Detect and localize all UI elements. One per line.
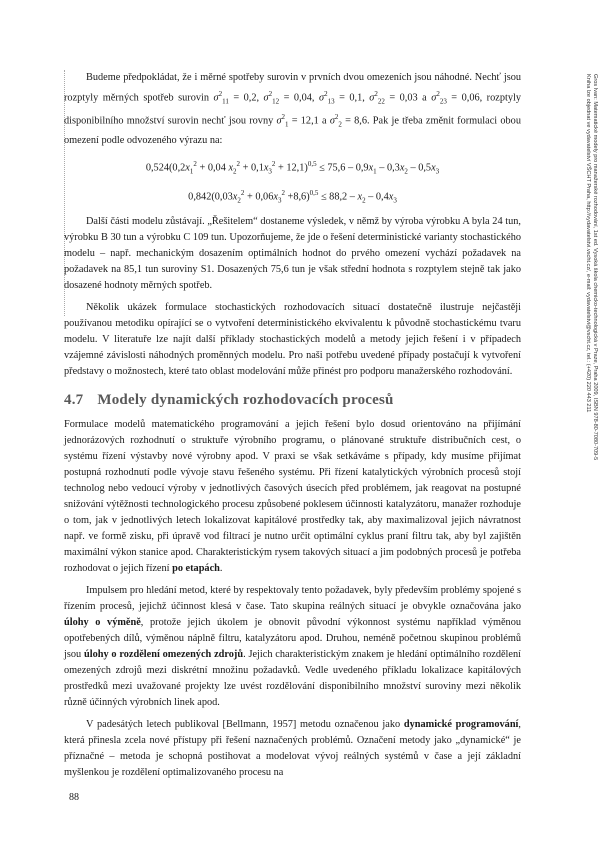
side-copyright-note xyxy=(584,74,598,460)
paragraph-dynamic-intro xyxy=(64,417,521,577)
side-note-line-1: Gros Ivan: Matematické modely pro manažerské rozhodování, 1st ed. Vysoká škola chemicko-technologická v Praze, Praha 2009, ISBN 978-80-7080-709-5 xyxy=(592,74,598,461)
paragraph-impulse-text-a: Impulsem pro hledání metod, které by respektovaly tento požadavek, byly především problémy spojené s řízením procesů, jejichž účinnost klesá v čase. Tato skupina reálných situací je obvykle označována jako xyxy=(64,584,521,612)
paragraph-impulse-text-d: . Jejich charakteristickým znakem je hledání optimálního rozdělení omezených zdrojů mezi diskrétní množinu požadavků. Vedle uvedeného příkladu lokalizace kapitálových prostředků mezi uvažované projekty lze uvést rozdělování disponibilního množství suroviny mezi několik různě účinných výrobních linek apod. xyxy=(64,648,521,708)
term-ulohy-o-vymene: úlohy o výměně xyxy=(64,616,141,628)
paragraph-solver-result: Další části modelu zůstávají. „Řešitelem“ dostaneme výsledek, v němž by výroba výrobku A byla 24 tun, výrobku B 30 tun a výrobku C 109 tun. Upozorňujeme, že jde o řešení deterministické varianty stochastického modelu – např. mechanickým dosazením optimálních hodnot do prvého omezení vychází požadavek na požadavek na 85,1 tun suroviny S1. Dosazených 75,6 tun je však střední hodnota s rozptylem stejně tak jako dosazené hodnoty měrných spotřeb. xyxy=(64,215,521,291)
section-heading xyxy=(64,392,521,409)
term-dynamicke-programovani: dynamické programování xyxy=(403,718,519,730)
paragraph-bellmann xyxy=(64,717,521,781)
term-ulohy-o-rozdeleni: úlohy o rozdělení omezených zdrojů xyxy=(84,648,244,660)
paragraph-impulse-text-c: , protože jejich úkolem je obnovit původní výkonnost systému například výměnou opotřebených dílů, výměnou náplně filtru, katalyzátoru apod. Druhou, neméně početnou skupinou problémů jsou xyxy=(64,616,521,660)
paragraph-bellmann-text-a: V padesátých letech publikoval [Bellmann, 1957] metodu označenou jako xyxy=(86,718,401,730)
paragraph-bellmann-text-c: , která přinesla zcela nové přístupy při řešení naznačených problémů. Označení metody jako „dynamické“ je příznačné – metoda je schopná postihovat a modelovat vývoj reálných systémů v čase a její základní myšlenkou je rozdělení optimalizovaného procesu na xyxy=(64,718,521,778)
equation-constraint-1: $0,524(0,2x_1^2 + 0,04$ $x_2^2 + 0,1x_3^2 + 12,1)^{0,5} \le 75,6 - 0,9x_1 - 0,3x_2 - 0,5x_3$ xyxy=(145,159,440,176)
paragraph-stochastic-summary: Několik ukázek formulace stochastických rozhodovacích situací dostatečně ilustruje nejčastěji používanou metodiku opírající se o vytvoření deterministického ekvivalentu k původně stochastickému tvaru modelu. V literatuře lze najít další příklady stochastických modelů a metody jejich řešení i v případech vzájemné závislosti náhodných proměnných modelu. Pro naši potřebu uvedené případy postačují k vytvoření představy o možnostech, které tato oblast modelování může přinést pro podporu manažerského rozhodování. xyxy=(64,301,521,377)
page-number: 88 xyxy=(69,792,79,803)
equation-constraint-2: $0,842(0,03x_2^2 + 0,06x_3^2 +8,6)^{0,5} \le 88,2 - x_2 - 0,4x_3$ xyxy=(188,189,397,205)
paragraph-random-consumption: Budeme předpokládat, že i měrné spotřeby surovin v prvních dvou omezeních jsou náhodné. Nechť jsou rozptyly měrných spotřeb surovin $\sigma^2_{11} = 0,2$, $\sigma^2_{12} = 0,04$, $\sigma^2_{13} = 0,1$, $\sigma^2_{22} = 0,03$ a $\sigma^2_{23} = 0,06$, rozptyly disponibilního množství surovin nechť jsou rovny $\sigma^2_1 = 12,1$ a $\sigma^2_2 = 8,6$. Pak je třeba změnit formulaci obou omezení podle odvozeného výrazu na: xyxy=(64,72,521,146)
paragraph-dynamic-intro-end: . xyxy=(219,562,223,574)
section-title: Modely dynamických rozhodovacích procesů xyxy=(97,391,394,408)
paragraph-dynamic-intro-text: Formulace modelů matematického programování a jejich řešení bylo dosud orientováno na přijímání jednorázových rozhodnutí o struktuře výrobního programu, o plánované struktuře distribučních cest, o systému řízení výstavby nové výrobny apod. V praxi se však setkáváme s případy, kdy musíme přijímat postupná rozhodnutí podle vývoje stavu řešeného systému. Při řízení katalytických výrobních procesů stojí technolog nebo vedoucí výroby v jednotlivých časových úsecích před problémem, jak reagovat na postupné snižování výtěžnosti technologického procesu způsobené poklesem účinnosti katalyzátoru, manažer rozhoduje o tom, jak v jednotlivých letech lokalizovat kapitálové prostředky tak, aby maximalizoval jejich návratnost např. ve formě zisku, při úpravě vod filtrací je nutno určit optimální cyklus praní filtru tak, aby byl zajištěn maximální výkon stanice apod. Charakteristickým rysem takových situací a jim podobných procesů je potřeba rozhodovat o jejich řízení xyxy=(64,418,521,574)
side-note-line-2: Kniha lze objednat ve vydavatelství VŠCHT Praha, http://vydavatelstvi.vscht.cz/, e-mail: vydavatelstvi@vscht.cz, tel.: (+420) 220 443 211 xyxy=(585,74,591,413)
paragraph-impulse xyxy=(64,583,521,711)
term-po-etapach: po etapách xyxy=(172,562,220,574)
page-body xyxy=(64,70,521,787)
section-number: 4.7 xyxy=(64,391,84,408)
